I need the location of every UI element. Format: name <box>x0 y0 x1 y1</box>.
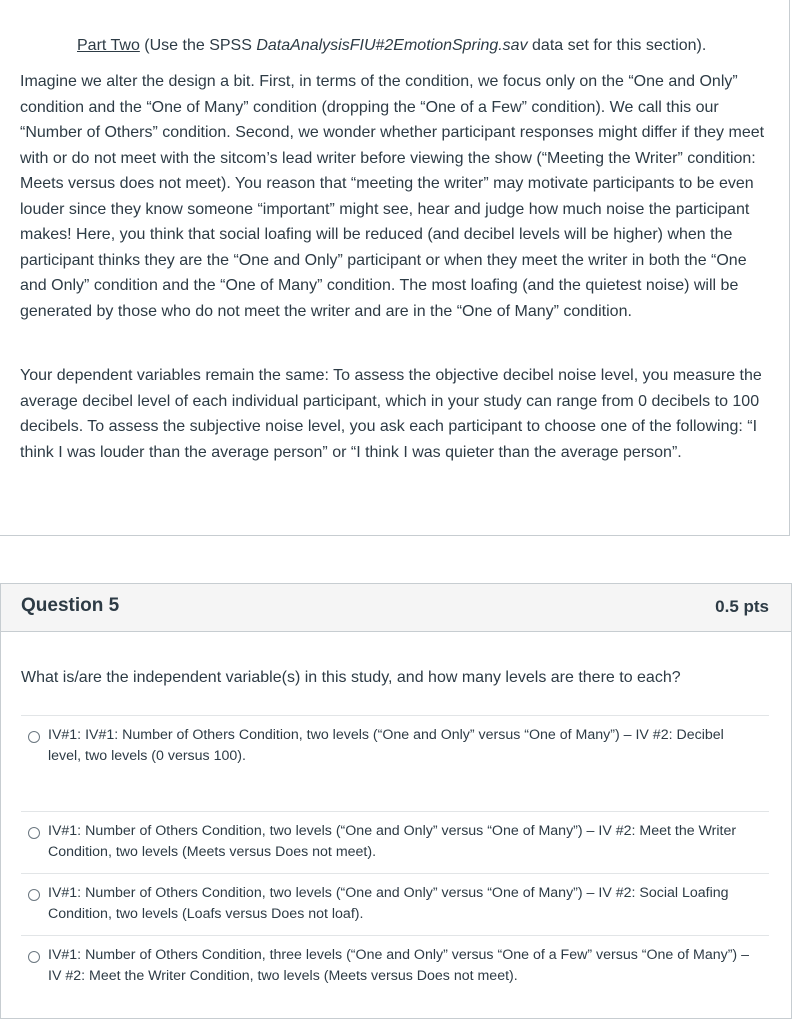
answer-option-1[interactable] <box>21 715 769 811</box>
radio-button-icon[interactable] <box>28 951 40 963</box>
answer-label[interactable]: IV#1: Number of Others Condition, two levels (“One and Only” versus “One of Many”) – IV #2: Meet the Writer Condition, two levels (Meets versus Does not meet). <box>48 823 737 860</box>
answer-option-4[interactable] <box>21 935 769 1005</box>
passage-heading <box>77 33 706 59</box>
passage-paragraph-1: Imagine we alter the design a bit. First, in terms of the condition, we focus only on the “One and Only” condition and the “One of Many” condition (dropping the “One of a Few” condition). We call this our “Number of Others” condition. Second, we wonder whether participant responses might differ if they meet with or do not meet with the sitcom’s lead writer before viewing the show (“Meeting the Writer” condition: Meets versus does not meet). You reason that “meeting the writer” may motivate participants to be even louder since they know someone “important” might see, hear and judge how much noise the participant makes! Here, you think that social loafing will be reduced (and decibel levels will be higher) when the participant thinks they are the “One and Only” participant or when they meet the writer in both the “One and Only” condition and the “One of Many” condition. The most loafing (and the quietest noise) will be generated by those who do not meet the writer and are in the “One of Many” condition. <box>20 73 765 320</box>
question-card <box>0 583 792 1019</box>
radio-button-icon[interactable] <box>28 889 40 901</box>
dataset-filename: DataAnalysisFIU#2EmotionSpring.sav <box>256 37 528 54</box>
answer-option-2[interactable] <box>21 811 769 873</box>
answer-label[interactable]: IV#1: IV#1: Number of Others Condition, two levels (“One and Only” versus “One of Many”) – IV #2: Decibel level, two levels (0 versus 100). <box>48 727 724 764</box>
answer-label[interactable]: IV#1: Number of Others Condition, three levels (“One and Only” versus “One of a Few” versus “One of Many”) – IV #2: Meet the Writer Condition, two levels (Meets versus Does not meet). <box>48 947 749 984</box>
heading-prefix: (Use the SPSS <box>139 37 257 54</box>
passage-paragraph-2: Your dependent variables remain the same: To assess the objective decibel noise level, you measure the average decibel level of each individual participant, which in your study can range from 0 decibels to 100 decibels. To assess the subjective noise level, you ask each participant to choose one of the following: “I think I was louder than the average person” or “I think I was quieter than the average person”. <box>20 367 762 461</box>
heading-suffix: data set for this section). <box>527 37 707 54</box>
question-header <box>1 584 791 632</box>
question-points: 0.5 pts <box>715 597 769 616</box>
answer-label[interactable]: IV#1: Number of Others Condition, two levels (“One and Only” versus “One of Many”) – IV #2: Social Loafing Condition, two levels (Loafs versus Does not loaf). <box>48 885 729 922</box>
part-two-heading: Part Two <box>77 37 140 54</box>
radio-button-icon[interactable] <box>28 731 40 743</box>
answer-option-3[interactable] <box>21 873 769 935</box>
question-text: What is/are the independent variable(s) in this study, and how many levels are there to each? <box>21 669 681 686</box>
radio-button-icon[interactable] <box>28 827 40 839</box>
question-title: Question 5 <box>21 595 120 616</box>
